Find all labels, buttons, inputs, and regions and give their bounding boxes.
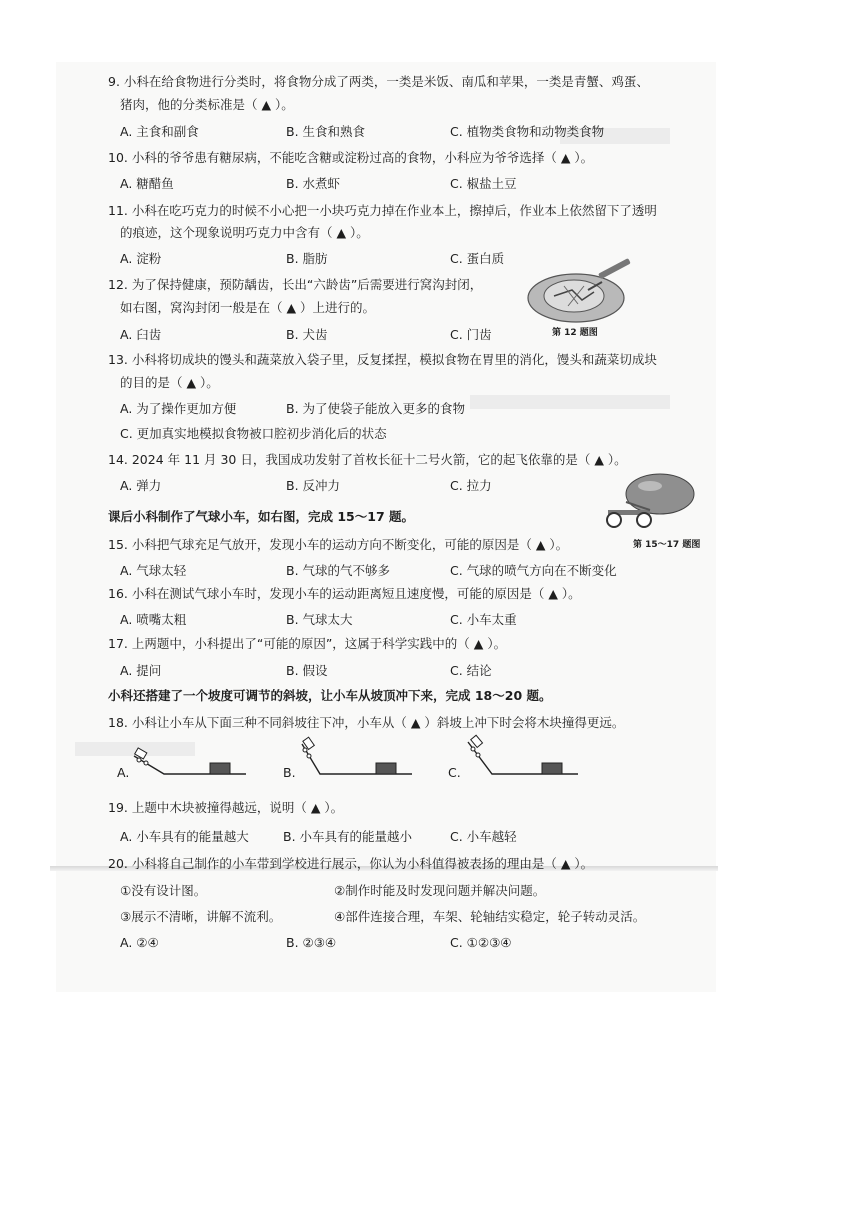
q20-option-a: A. ②④ <box>120 935 159 950</box>
q16-stem: 16. 小科在测试气球小车时，发现小车的运动距离短且速度慢，可能的原因是（ ▲ ）。 <box>108 586 581 601</box>
q10-option-c: C. 椒盐土豆 <box>450 176 517 191</box>
q13-stem-line2: 的目的是（ ▲ ）。 <box>120 375 219 390</box>
q11-option-c: C. 蛋白质 <box>450 251 505 266</box>
q13-stem-line1: 13. 小科将切成块的馒头和蔬菜放入袋子里，反复揉捏，模拟食物在胃里的消化，馒头和蔬菜切成块 <box>108 352 657 367</box>
q12-option-b: B. 犬齿 <box>286 327 328 342</box>
q20-option-b: B. ②③④ <box>286 935 337 950</box>
q10-option-a: A. 糖醋鱼 <box>120 176 174 191</box>
q17-stem: 17. 上两题中，小科提出了“可能的原因”，这属于科学实践中的（ ▲ ）。 <box>108 636 507 651</box>
section-intro-15-17: 课后小科制作了气球小车，如右图，完成 15～17 题。 <box>108 509 414 524</box>
bleed-through-mark <box>470 395 670 409</box>
q18-option-a-label: A. <box>117 765 130 780</box>
q20-reason-3: ③展示不清晰，讲解不流利。 <box>120 909 282 924</box>
q14-stem: 14. 2024 年 11 月 30 日，我国成功发射了首枚长征十二号火箭，它的起飞依靠的是（ ▲ ）。 <box>108 452 627 467</box>
q10-stem: 10. 小科的爷爷患有糖尿病，不能吃含糖或淀粉过高的食物，小科应为爷爷选择（ ▲ ）。 <box>108 150 594 165</box>
q17-option-c: C. 结论 <box>450 663 492 678</box>
q9-stem-line2: 猪肉，他的分类标准是（ ▲ ）。 <box>120 97 294 112</box>
q19-option-a: A. 小车具有的能量越大 <box>120 829 249 844</box>
q14-option-b: B. 反冲力 <box>286 478 341 493</box>
q9-option-b: B. 生食和熟食 <box>286 124 366 139</box>
section-intro-18-20: 小科还搭建了一个坡度可调节的斜坡，让小车从坡顶冲下来，完成 18～20 题。 <box>108 688 552 703</box>
molar-tooth-figure <box>524 264 636 326</box>
q12-option-a: A. 臼齿 <box>120 327 162 342</box>
q9-option-a: A. 主食和副食 <box>120 124 199 139</box>
q19-option-c: C. 小车越轻 <box>450 829 517 844</box>
q12-option-c: C. 门齿 <box>450 327 492 342</box>
q20-reason-2: ②制作时能及时发现问题并解决问题。 <box>334 883 546 898</box>
q20-stem: 20. 小科将自己制作的小车带到学校进行展示，你认为小科值得被表扬的理由是（ ▲ ）。 <box>108 856 594 871</box>
q20-option-c: C. ①②③④ <box>450 935 512 950</box>
q13-option-c: C. 更加真实地模拟食物被口腔初步消化后的状态 <box>120 426 387 441</box>
q15-option-b: B. 气球的气不够多 <box>286 563 391 578</box>
q18-slope-c-figure <box>462 738 582 780</box>
q18-option-c-label: C. <box>448 765 461 780</box>
q18-slope-b-figure <box>296 740 416 780</box>
q14-option-c: C. 拉力 <box>450 478 492 493</box>
q16-option-a: A. 喷嘴太粗 <box>120 612 187 627</box>
q19-stem: 19. 上题中木块被撞得越远，说明（ ▲ ）。 <box>108 800 344 815</box>
q14-option-a: A. 弹力 <box>120 478 162 493</box>
q13-option-b: B. 为了使袋子能放入更多的食物 <box>286 401 466 416</box>
q15-17-figure-caption: 第 15～17 题图 <box>633 540 701 550</box>
balloon-car-figure <box>600 472 694 532</box>
q12-stem-line1: 12. 为了保持健康，预防龋齿，长出“六龄齿”后需要进行窝沟封闭， <box>108 277 483 292</box>
q18-option-b-label: B. <box>283 765 296 780</box>
q19-option-b: B. 小车具有的能量越小 <box>283 829 413 844</box>
q11-stem-line2: 的痕迹，这个现象说明巧克力中含有（ ▲ ）。 <box>120 225 369 240</box>
q18-slope-a-figure <box>130 748 250 780</box>
q20-reason-1: ①没有设计图。 <box>120 883 207 898</box>
q13-option-a: A. 为了操作更加方便 <box>120 401 237 416</box>
q9-option-c: C. 植物类食物和动物类食物 <box>450 124 605 139</box>
q11-stem-line1: 11. 小科在吃巧克力的时候不小心把一小块巧克力掉在作业本上，擦掉后，作业本上依然留下了透明 <box>108 203 657 218</box>
q10-option-b: B. 水煮虾 <box>286 176 341 191</box>
q17-option-a: A. 提问 <box>120 663 162 678</box>
q17-option-b: B. 假设 <box>286 663 328 678</box>
q9-stem-line1: 9. 小科在给食物进行分类时，将食物分成了两类，一类是米饭、南瓜和苹果，一类是青蟹、鸡蛋、 <box>108 74 649 89</box>
q15-stem: 15. 小科把气球充足气放开，发现小车的运动方向不断变化，可能的原因是（ ▲ ）。 <box>108 537 569 552</box>
q15-option-c: C. 气球的喷气方向在不断变化 <box>450 563 617 578</box>
q18-stem: 18. 小科让小车从下面三种不同斜坡往下冲，小车从（ ▲ ）斜坡上冲下时会将木块撞得更远。 <box>108 715 625 730</box>
q15-option-a: A. 气球太轻 <box>120 563 187 578</box>
q16-option-c: C. 小车太重 <box>450 612 517 627</box>
q11-option-a: A. 淀粉 <box>120 251 162 266</box>
q11-option-b: B. 脂肪 <box>286 251 328 266</box>
q12-figure-caption: 第 12 题图 <box>552 328 598 338</box>
q12-stem-line2: 如右图，窝沟封闭一般是在（ ▲ ）上进行的。 <box>120 300 376 315</box>
q20-reason-4: ④部件连接合理，车架、轮轴结实稳定，轮子转动灵活。 <box>334 909 646 924</box>
q16-option-b: B. 气球太大 <box>286 612 353 627</box>
